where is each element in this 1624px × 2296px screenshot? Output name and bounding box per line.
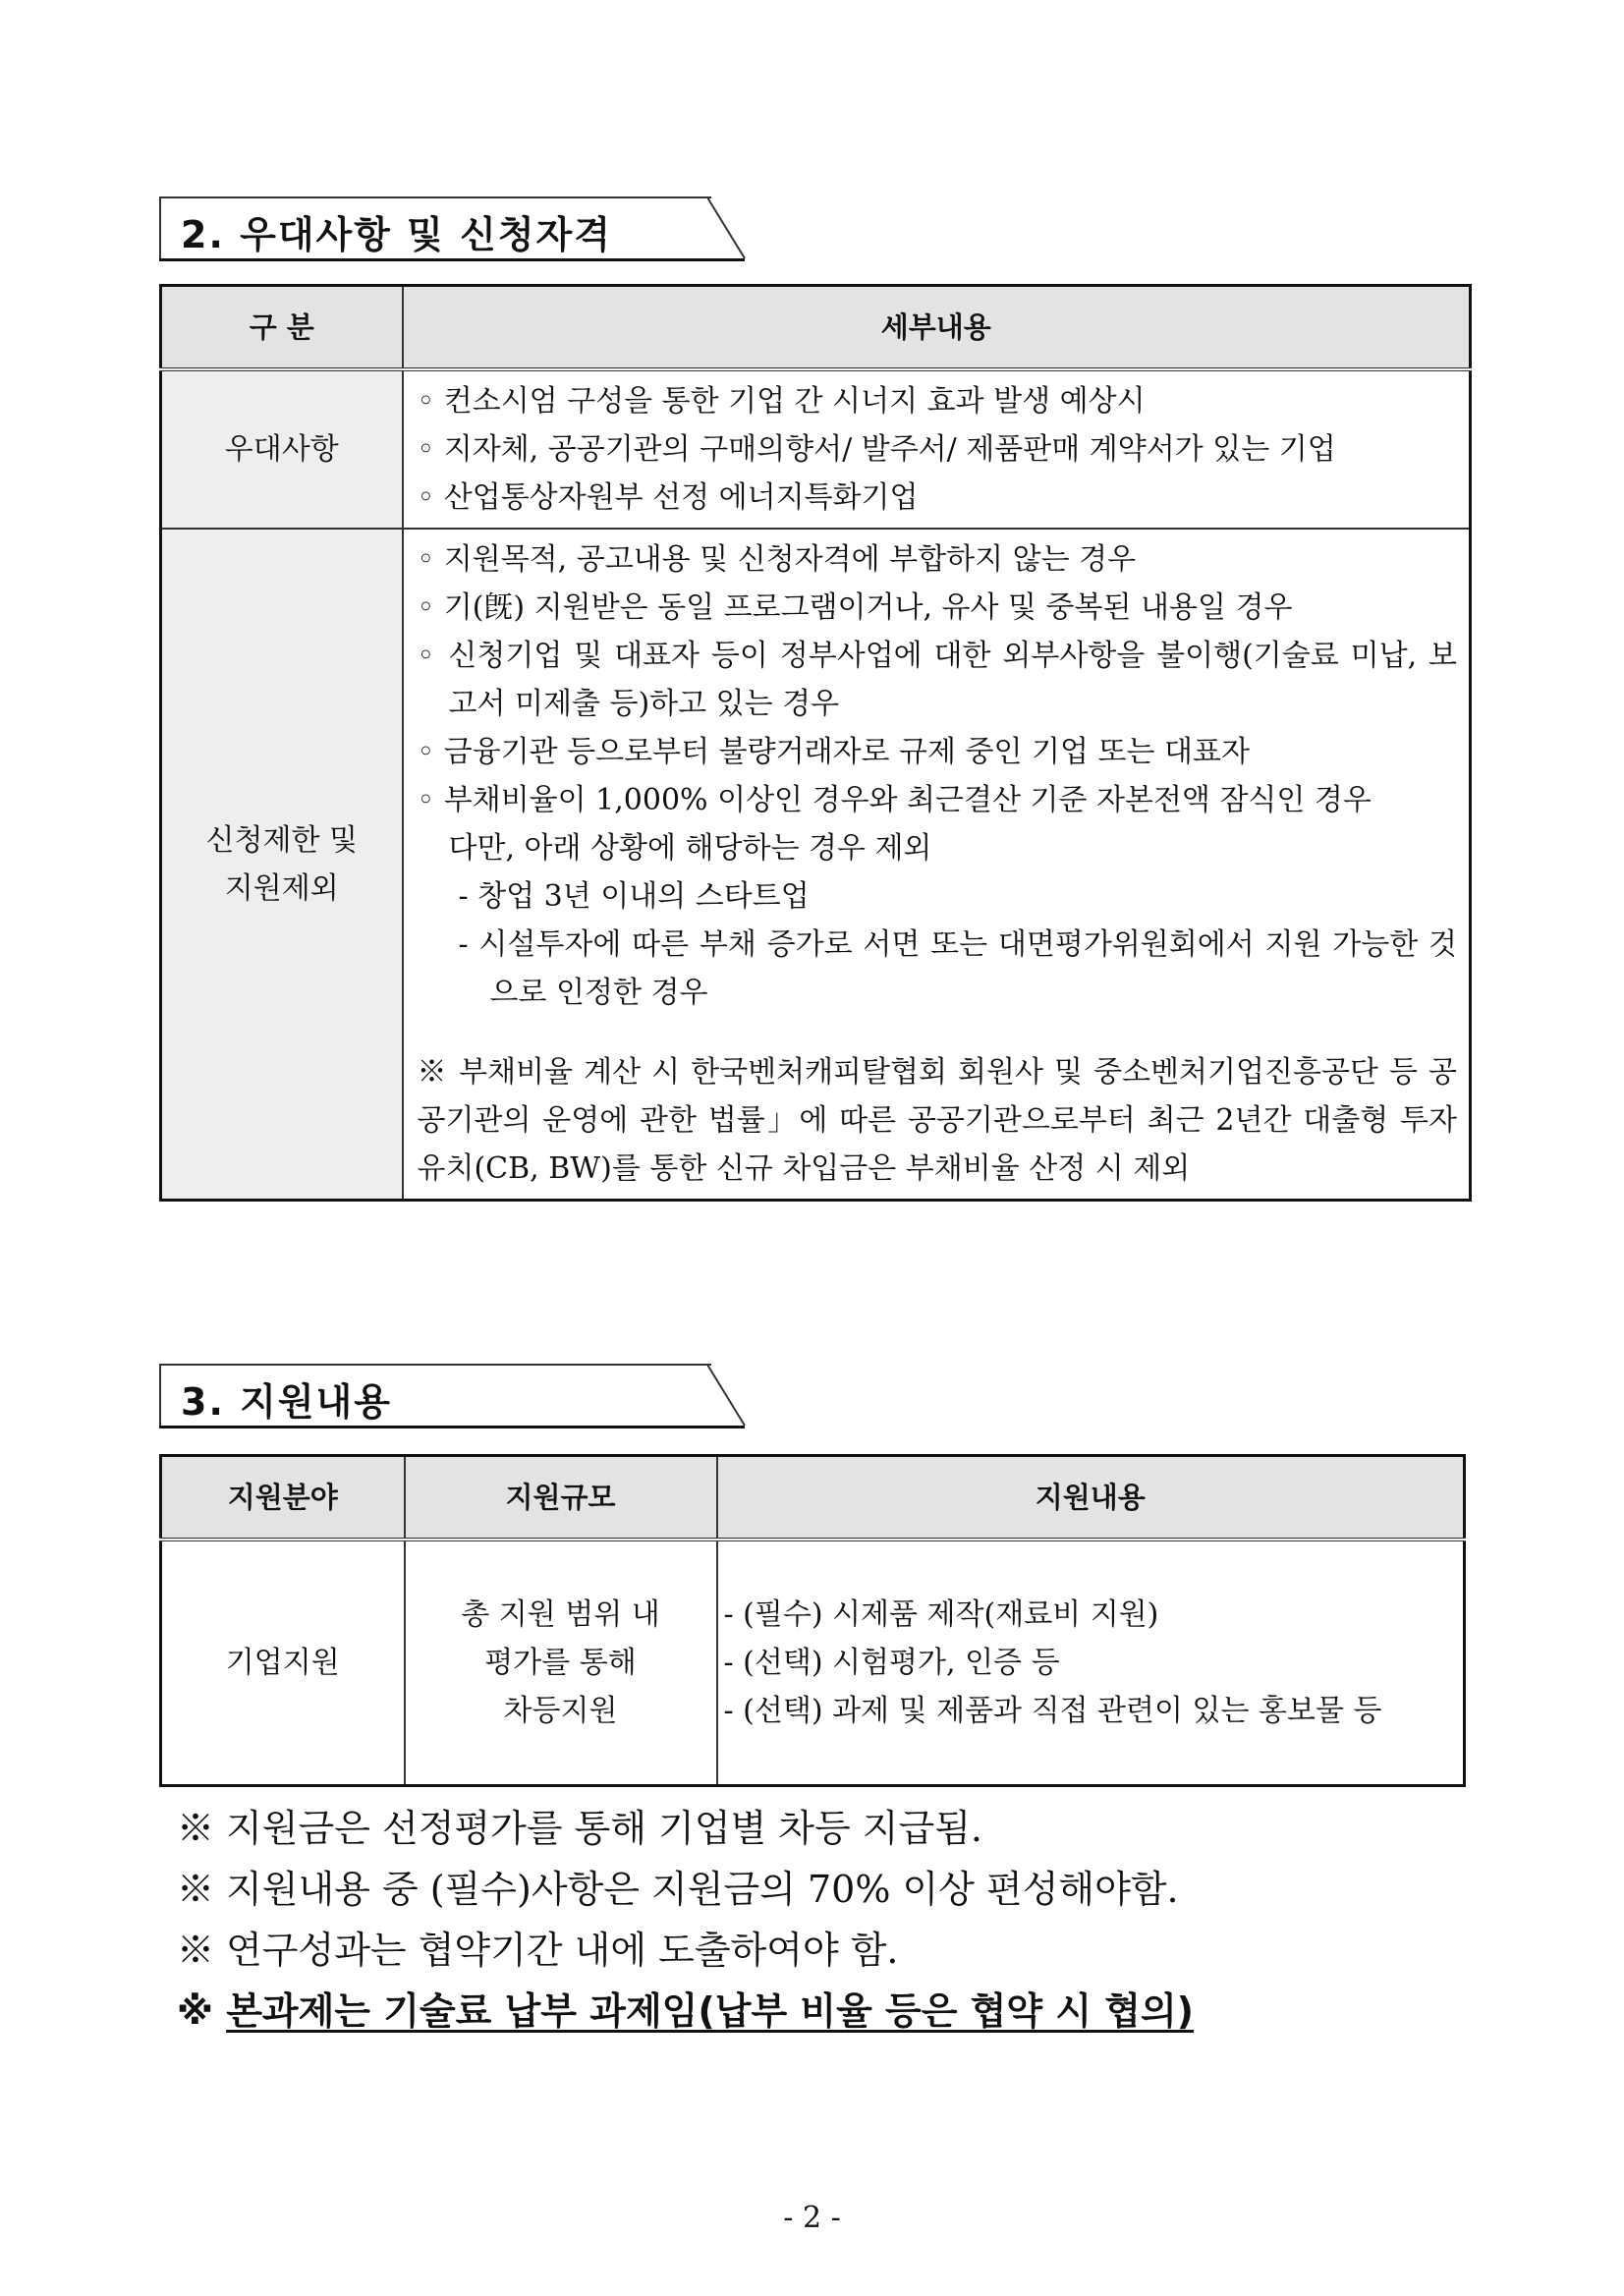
support-scale: 총 지원 범위 내 평가를 통해 차등지원	[405, 1540, 717, 1785]
table-header-row	[161, 1456, 1465, 1540]
note-line: ※ 지원금은 선정평가를 통해 기업별 차등 지급됨.	[177, 1807, 983, 1850]
royalty-notice-text: 본과제는 기술료 납부 과제임(납부 비율 등은 협약 시 협의)	[226, 1989, 1195, 2033]
note-line: ※ 연구성과는 협약기간 내에 도출하여야 함.	[177, 1929, 899, 1972]
section3-heading	[159, 1364, 745, 1428]
support-field: 기업지원	[161, 1540, 405, 1785]
royalty-notice: ※ 본과제는 기술료 납부 과제임(납부 비율 등은 협약 시 협의)	[177, 1989, 1195, 2033]
list-item: - (필수) 시제품 제작(재료비 지원)	[723, 1596, 1159, 1632]
page-number: - 2 -	[783, 2201, 841, 2235]
heading-tab-diagonal	[707, 196, 747, 259]
header-support-content: 지원내용	[717, 1456, 1465, 1540]
list-item: ◦ 지원목적, 공고내용 및 신청자격에 부합하지 않는 경우	[417, 542, 1137, 577]
support-contents	[717, 1540, 1465, 1785]
eligibility-table	[159, 284, 1472, 1202]
list-item: ◦ 산업통상자원부 선정 에너지특화기업	[417, 480, 919, 515]
section3-title: 3. 지원내용	[181, 1380, 392, 1424]
table-row-preference	[161, 369, 1471, 529]
debt-ratio-note: ※ 부채비율 계산 시 한국벤처캐피탈협회 회원사 및 중소벤처기업진흥공단 등 공공기관의 운영에 관한 법률」에 따른 공공기관으로부터 최근 2년간 대출형 투자유치(CB, BW)를 통한 신규 차입금은 부채비율 산정 시 제외	[417, 1055, 1457, 1186]
heading-tab-diagonal	[707, 1364, 747, 1427]
support-notes	[177, 1798, 1194, 2042]
restriction-label: 신청제한 및 지원제외	[161, 529, 403, 1201]
list-item: ◦ 신청기업 및 대표자 등이 정부사업에 대한 외부사항을 불이행(기술료 미납, 보고서 미제출 등)하고 있는 경우	[417, 639, 1457, 721]
restriction-details	[403, 529, 1471, 1201]
list-item: - (선택) 과제 및 제품과 직접 관련이 있는 홍보물 등	[723, 1693, 1382, 1728]
table-row-restriction	[161, 529, 1471, 1201]
header-support-scale: 지원규모	[405, 1456, 717, 1540]
section2-heading	[159, 196, 745, 261]
header-category: 구 분	[161, 286, 403, 370]
preference-details	[403, 369, 1471, 529]
list-item: - (선택) 시험평가, 인증 등	[723, 1645, 1060, 1680]
list-item: ◦ 부채비율이 1,000% 이상인 경우와 최근결산 기준 자본전액 잠식인 경우	[417, 783, 1372, 817]
exception-line: 다만, 아래 상황에 해당하는 경우 제외	[448, 831, 932, 866]
header-support-field: 지원분야	[161, 1456, 405, 1540]
list-item: ◦ 금융기관 등으로부터 불량거래자로 규제 중인 기업 또는 대표자	[417, 735, 1250, 769]
note-line: ※ 지원내용 중 (필수)사항은 지원금의 70% 이상 편성해야함.	[177, 1868, 1179, 1911]
table-header-row	[161, 286, 1471, 370]
support-content-table	[159, 1454, 1466, 1787]
list-item: ◦ 지자체, 공공기관의 구매의향서/ 발주서/ 제품판매 계약서가 있는 기업	[417, 432, 1336, 467]
preference-label: 우대사항	[161, 369, 403, 529]
sub-list-item: - 시설투자에 따른 부채 증가로 서면 또는 대면평가위원회에서 지원 가능한 것으로 인정한 경우	[458, 927, 1457, 1010]
list-item: ◦ 컨소시엄 구성을 통한 기업 간 시너지 효과 발생 예상시	[417, 384, 1146, 419]
sub-list-item: - 창업 3년 이내의 스타트업	[458, 879, 810, 914]
section2-title: 2. 우대사항 및 신청자격	[181, 213, 612, 256]
table-row-support	[161, 1540, 1465, 1785]
list-item: ◦ 기(旣) 지원받은 동일 프로그램이거나, 유사 및 중복된 내용일 경우	[417, 590, 1293, 625]
header-details: 세부내용	[403, 286, 1471, 370]
